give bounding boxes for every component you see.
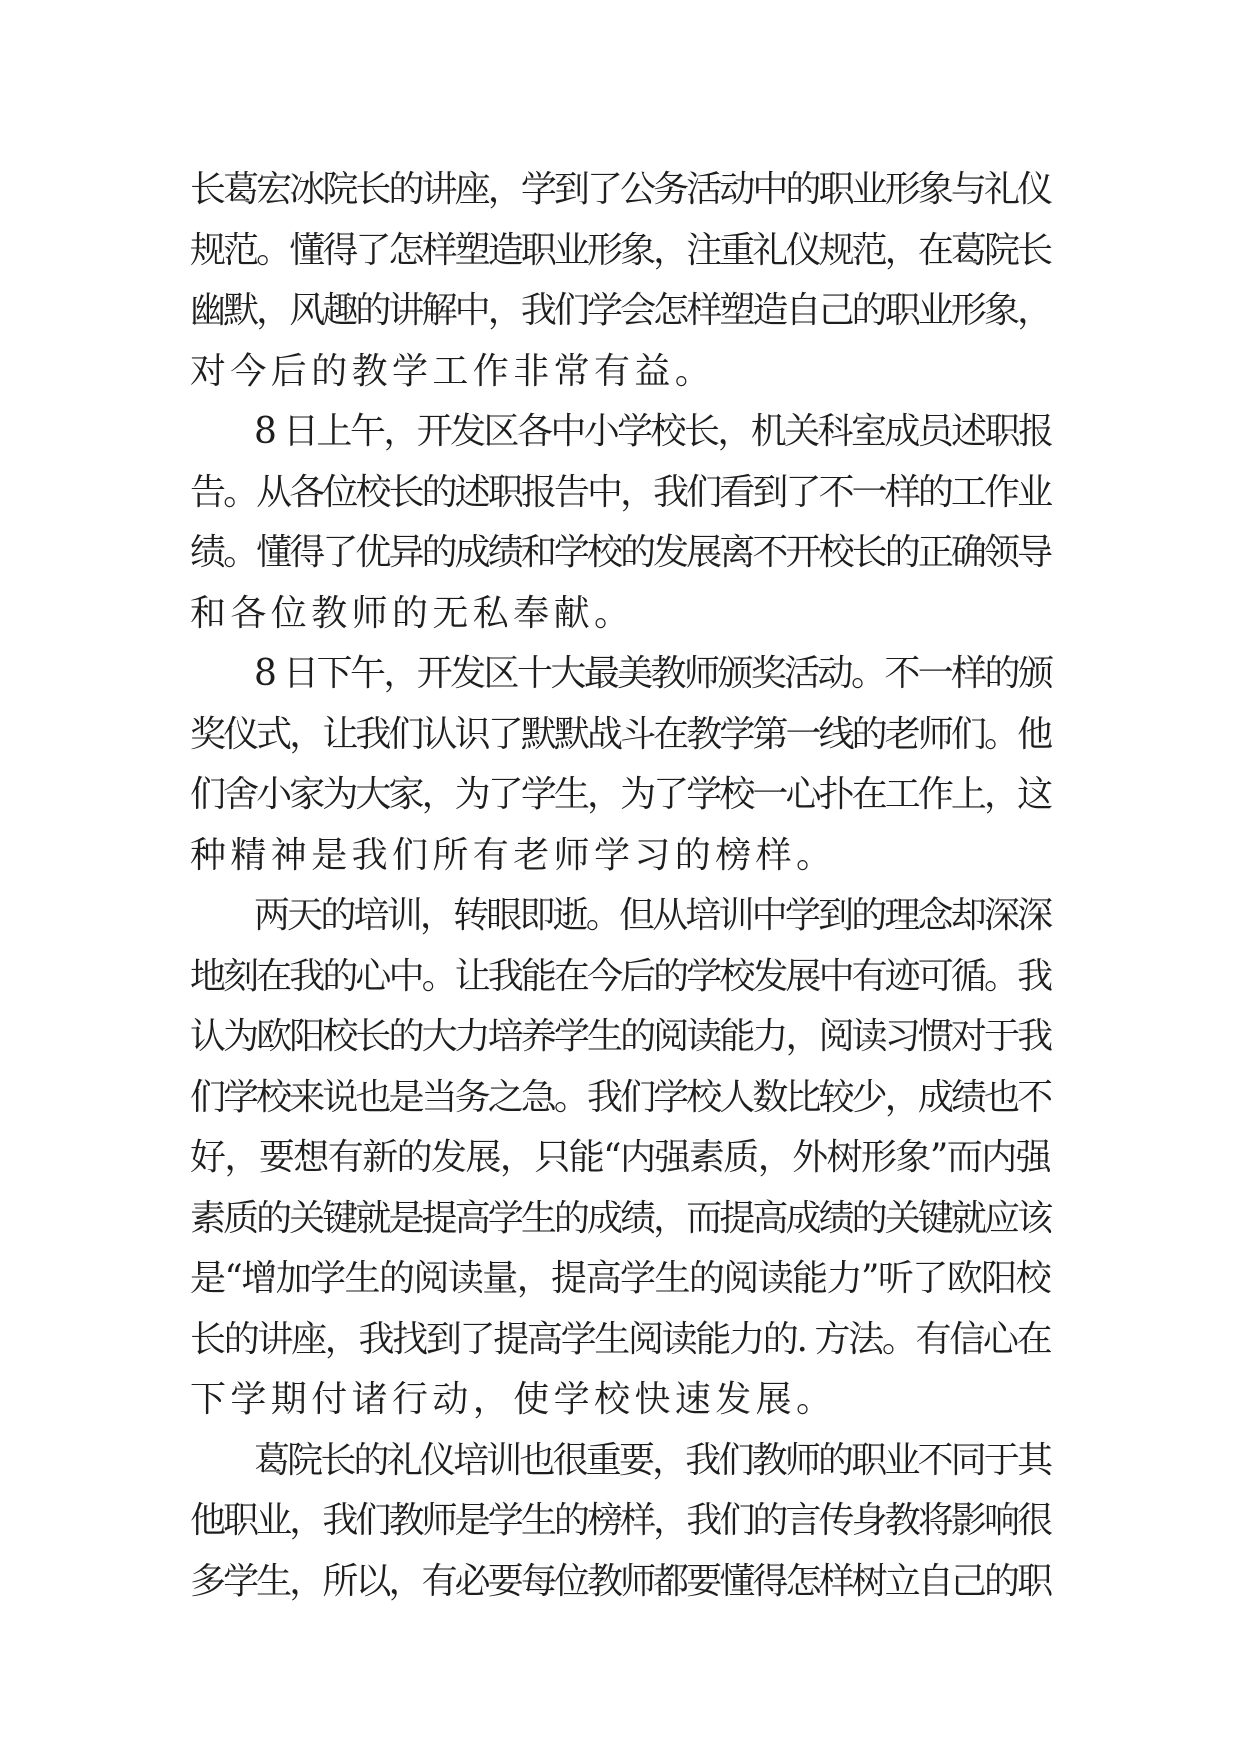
text-line: 地刻在我的心中。让我能在今后的学校发展中有迹可循。我 [190,955,1050,997]
text-line: 好，要想有新的发展，只能“内强素质，外树形象”而内强 [190,1137,1050,1178]
text-line: 们学校来说也是当务之急。我们学校人数比较少，成绩也不 [190,1076,1050,1118]
text-line: 下学期付诸行动，使学校快速发展。 [190,1379,837,1420]
text-line: 和各位教师的无私奉献。 [190,592,635,634]
text-line: 种精神是我们所有老师学习的榜样。 [190,834,837,876]
text-line: 是“增加学生的阅读量，提高学生的阅读能力”听了欧阳校 [190,1258,1050,1299]
text-line: 幽默，风趣的讲解中，我们学会怎样塑造自己的职业形象， [190,290,1050,331]
text-line: 长的讲座，我找到了提高学生阅读能力的. 方法。有信心在 [190,1318,1050,1360]
text-line: 他职业，我们教师是学生的榜样，我们的言传身教将影响很 [190,1500,1050,1541]
text-line: 长葛宏冰院长的讲座，学到了公务活动中的职业形象与礼仪 [190,169,1050,210]
text-line: 绩。懂得了优异的成绩和学校的发展离不开校长的正确领导 [190,532,1050,573]
text-line: 两天的培训，转眼即逝。但从培训中学到的理念却深深 [254,895,1050,936]
text-line: 规范。懂得了怎样塑造职业形象，注重礼仪规范，在葛院长 [190,229,1050,271]
text-line: 对今后的教学工作非常有益。 [190,350,716,392]
text-line: 葛院长的礼仪培训也很重要，我们教师的职业不同于其 [254,1439,1050,1481]
document-body [190,160,1050,1612]
text-line: 告。从各位校长的述职报告中，我们看到了不一样的工作业 [190,471,1050,513]
text-line: 多学生，所以，有必要每位教师都要懂得怎样树立自己的职 [190,1560,1050,1602]
text-line: 素质的关键就是提高学生的成绩，而提高成绩的关键就应该 [190,1197,1050,1239]
text-line: 奖仪式，让我们认识了默默战斗在教学第一线的老师们。他 [190,713,1050,755]
text-line: 们舍小家为大家，为了学生，为了学校一心扑在工作上，这 [190,774,1050,815]
text-line: 8 日下午，开发区十大最美教师颁奖活动。不一样的颁 [254,653,1052,694]
text-line: 认为欧阳校长的大力培养学生的阅读能力，阅读习惯对于我 [190,1016,1050,1057]
text-line: 8 日上午，开发区各中小学校长，机关科室成员述职报 [254,411,1052,452]
